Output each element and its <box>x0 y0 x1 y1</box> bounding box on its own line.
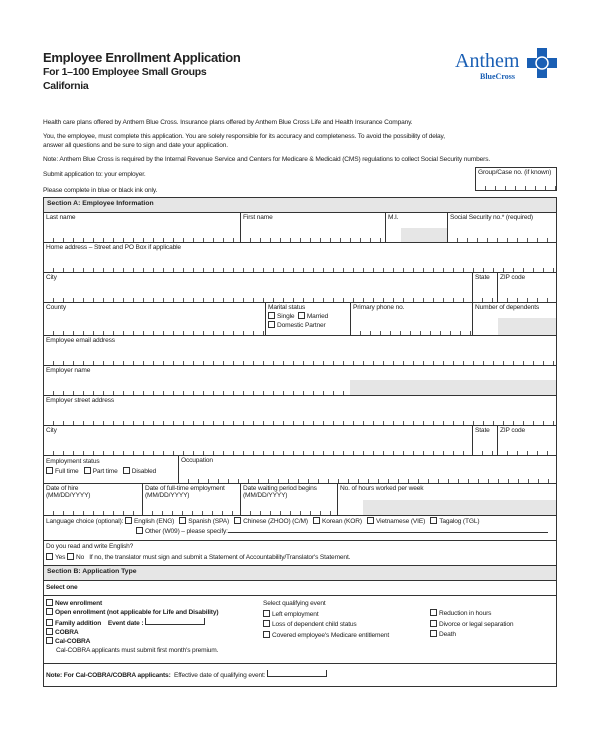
other-lang-checkbox[interactable] <box>136 527 143 534</box>
single-checkbox[interactable] <box>268 312 275 319</box>
last-name-field[interactable] <box>43 212 241 243</box>
employer-street-field[interactable] <box>43 395 557 426</box>
label: Chinese (ZHOO) (C/M) <box>243 518 308 525</box>
lang-checkbox[interactable] <box>179 517 186 524</box>
other-lang-input[interactable] <box>228 532 548 533</box>
application-options <box>46 599 218 656</box>
lang-checkbox[interactable] <box>430 517 437 524</box>
language-choice <box>43 515 557 541</box>
label: Cal-COBRA <box>55 638 91 646</box>
ssn-field[interactable] <box>447 212 557 243</box>
label: Event date : <box>107 619 144 627</box>
group-case-label: Group/Case no. (if known) <box>478 169 552 176</box>
label: Date waiting period begins <box>243 485 317 492</box>
disabled-checkbox[interactable] <box>123 467 130 474</box>
label: Other (W09) – please specify: <box>145 528 228 535</box>
new-enrollment-checkbox[interactable] <box>46 599 53 606</box>
label: City <box>46 274 57 281</box>
event-date-input[interactable] <box>145 618 205 625</box>
label: Domestic Partner <box>277 322 326 329</box>
label: County <box>46 304 66 311</box>
phone-field[interactable] <box>350 302 473 336</box>
lang-checkbox[interactable] <box>125 517 132 524</box>
label: ZIP code <box>500 427 526 434</box>
divider <box>43 663 557 664</box>
label: Employee email address <box>46 337 115 344</box>
label: COBRA <box>55 628 79 636</box>
logo-text: Anthem <box>455 50 520 72</box>
qual-checkbox[interactable] <box>430 620 437 627</box>
label: Spanish (SPA) <box>188 518 230 525</box>
label: Home address – Street and PO Box if applicable <box>46 244 181 251</box>
domestic-partner-checkbox[interactable] <box>268 321 275 328</box>
intro-line: Please complete in blue or black ink only. <box>43 187 158 194</box>
label: Number of dependents <box>475 304 540 311</box>
label: Effective date of qualifying event: <box>174 672 266 679</box>
section-a-header: Section A: Employee Information <box>43 197 557 213</box>
label: Full time <box>55 468 79 475</box>
employer-shaded <box>350 380 556 395</box>
label: (MM/DD/YYYY) <box>46 492 91 499</box>
section-b-header: Section B: Application Type <box>43 565 557 581</box>
label: Date of hire <box>46 485 79 492</box>
intro-line: You, the employee, must complete this application. You are solely responsible for its accuracy and completeness. To avoid the possibility of delay, <box>43 133 445 140</box>
fulltime-date-field[interactable] <box>142 483 241 516</box>
form-subtitle: For 1–100 Employee Small Groups <box>43 66 207 78</box>
label: No <box>76 554 85 561</box>
first-name-field[interactable] <box>240 212 386 243</box>
label: Last name <box>46 214 76 221</box>
employment-status <box>43 455 179 484</box>
label: Date of full-time employment <box>145 485 225 492</box>
employer-state-field[interactable] <box>472 425 498 456</box>
label: City <box>46 427 57 434</box>
label: Marital status <box>268 304 306 311</box>
full-time-checkbox[interactable] <box>46 467 53 474</box>
open-enrollment-checkbox[interactable] <box>46 608 53 615</box>
label: Vietnamese (VIE) <box>376 518 426 525</box>
waiting-date-field[interactable] <box>240 483 338 516</box>
label: Family addition <box>55 619 102 627</box>
intro-line: answer all questions and be sure to sign and date your application. <box>43 142 228 149</box>
lang-checkbox[interactable] <box>367 517 374 524</box>
label: Married <box>306 313 329 320</box>
cal-cobra-checkbox[interactable] <box>46 637 53 644</box>
form-state: California <box>43 80 89 92</box>
no-checkbox[interactable] <box>67 553 74 560</box>
label: Tagalog (TGL) <box>439 518 480 525</box>
intro-note: Note: Anthem Blue Cross is required by the Internal Revenue Service and Centers for Medicare & Medicaid (CMS) regulations to collect Social Security numbers. <box>43 156 491 163</box>
label: State <box>475 427 490 434</box>
label: Single <box>277 313 295 320</box>
label: Select qualifying event <box>263 600 326 607</box>
hours-shaded <box>363 500 556 515</box>
label: Loss of dependent child status <box>272 621 357 628</box>
city-field[interactable] <box>43 272 473 303</box>
email-field[interactable] <box>43 335 557 366</box>
qual-checkbox[interactable] <box>430 609 437 616</box>
label: Occupation <box>181 457 213 464</box>
label: Left employment <box>272 610 319 618</box>
blue-cross-icon <box>527 48 557 78</box>
state-field[interactable] <box>472 272 498 303</box>
yes-checkbox[interactable] <box>46 553 53 560</box>
group-case-field[interactable] <box>475 167 557 191</box>
label: Employment status <box>46 458 100 465</box>
label: If no, the translator must sign and submit a Statement of Accountability/Translator's Statement. <box>89 554 351 561</box>
cobra-checkbox[interactable] <box>46 628 53 635</box>
qual-checkbox[interactable] <box>263 631 270 638</box>
select-one-label: Select one <box>43 580 557 596</box>
qual-checkbox[interactable] <box>263 610 270 617</box>
intro-line: Health care plans offered by Anthem Blue Cross. Insurance plans offered by Anthem Blue Cross Life and Health Insurance Company. <box>43 119 413 126</box>
logo-sub: BlueCross <box>480 72 515 81</box>
label: Divorce or legal separation <box>439 620 514 628</box>
label: Disabled <box>131 468 157 475</box>
label: Primary phone no. <box>353 304 405 311</box>
label: Employer name <box>46 367 91 374</box>
zip-field[interactable] <box>497 272 557 303</box>
label: Reduction in hours <box>439 610 492 617</box>
label: Yes <box>55 554 66 561</box>
label: Death <box>439 631 456 638</box>
label: (MM/DD/YYYY) <box>145 492 190 499</box>
dependents-shaded <box>498 318 556 335</box>
label: Part time <box>92 468 118 475</box>
effective-date-input[interactable] <box>267 670 327 677</box>
county-field[interactable] <box>43 302 266 336</box>
mi-shaded <box>401 228 447 242</box>
qualifying-events <box>263 599 389 641</box>
qual-checkbox[interactable] <box>430 630 437 637</box>
label: Note: For Cal-COBRA/COBRA applicants: <box>46 672 171 679</box>
lang-checkbox[interactable] <box>234 517 241 524</box>
label: New enrollment <box>55 600 102 607</box>
label: Covered employee's Medicare entitlement <box>272 631 390 639</box>
label: Social Security no.* (required) <box>450 214 533 221</box>
part-time-checkbox[interactable] <box>84 467 91 474</box>
employer-city-field[interactable] <box>43 425 473 456</box>
home-address-field[interactable] <box>43 242 557 273</box>
label: English (ENG) <box>134 518 175 525</box>
qual-checkbox[interactable] <box>263 620 270 627</box>
label: (MM/DD/YYYY) <box>243 492 288 499</box>
family-addition-checkbox[interactable] <box>46 619 53 626</box>
lang-checkbox[interactable] <box>313 517 320 524</box>
intro-line: Submit application to: your employer. <box>43 171 146 178</box>
hire-date-field[interactable] <box>43 483 143 516</box>
label: No. of hours worked per week <box>340 485 424 492</box>
employer-zip-field[interactable] <box>497 425 557 456</box>
occupation-field[interactable] <box>178 455 557 484</box>
label: First name <box>243 214 273 221</box>
label: Employer street address <box>46 397 115 404</box>
label: Korean (KOR) <box>321 518 362 525</box>
cal-cobra-note: Cal-COBRA applicants must submit first month's premium. <box>56 647 219 655</box>
label: State <box>475 274 490 281</box>
label: ZIP code <box>500 274 526 281</box>
label: Open enrollment (not applicable for Life and Disability) <box>55 609 219 617</box>
qualifying-events-2 <box>430 609 513 641</box>
label: Language choice (optional): <box>46 518 124 525</box>
marital-status <box>265 302 351 336</box>
cobra-note <box>46 670 327 679</box>
english-question <box>43 540 557 566</box>
married-checkbox[interactable] <box>298 312 305 319</box>
label: Do you read and write English? <box>46 543 134 550</box>
form-title: Employee Enrollment Application <box>43 50 241 65</box>
label: M.I. <box>388 214 399 221</box>
